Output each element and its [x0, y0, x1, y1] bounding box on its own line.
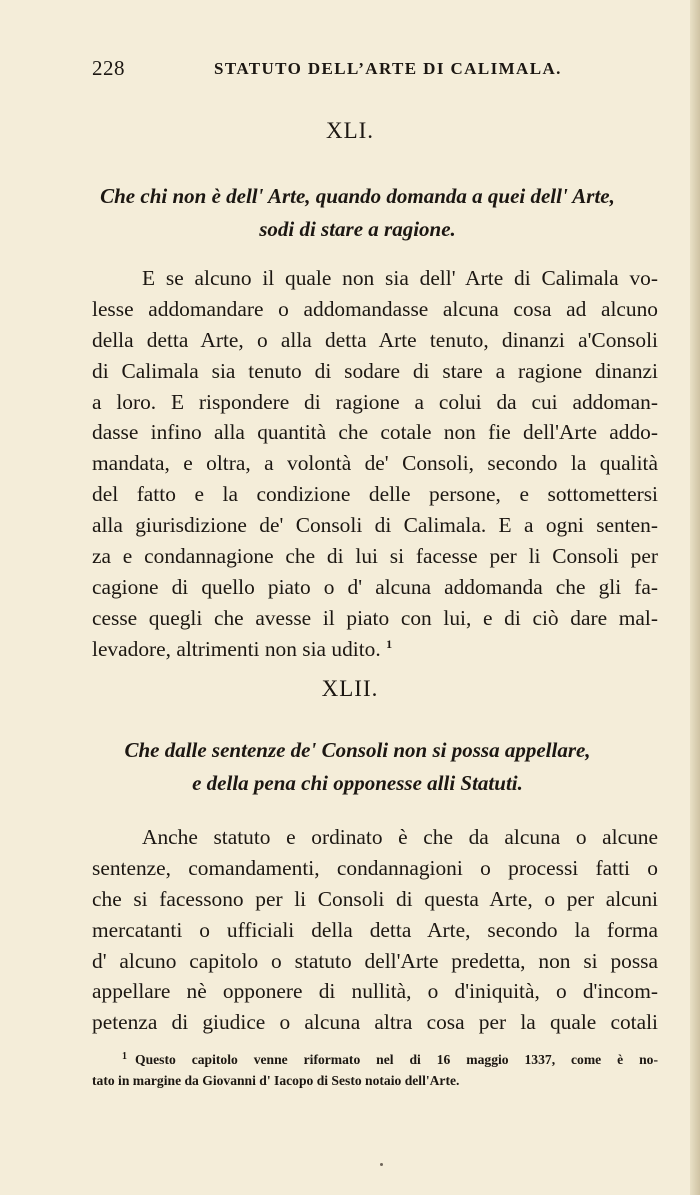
chapter-text-xli [92, 263, 658, 665]
text-line: che si facessono per li Consoli di questa Arte, o per alcuni [92, 886, 658, 911]
rubric-line: e della pena chi opponesse alli Statuti. [192, 771, 523, 795]
chapter-rubric-xlii [60, 734, 655, 800]
footnote-line [92, 1046, 658, 1070]
rubric-line: Che dalle sentenze de' Consoli non si possa appellare, [124, 738, 591, 762]
text-line: cagione di quello piato o d' alcuna addomanda che gli fa- [92, 574, 658, 599]
text-line: della detta Arte, o alla detta Arte tenuto, dinanzi a'Consoli [92, 327, 658, 352]
text-line: del fatto e la condizione delle persone, e sottomettersi [92, 482, 658, 507]
text-line: levadore, altrimenti non sia udito. [92, 636, 381, 661]
text-line: petenza di giudice o alcuna altra cosa per la quale cotali [92, 1010, 658, 1035]
text-line: a loro. E rispondere di ragione a colui da cui addoman- [92, 389, 658, 414]
running-header [92, 56, 562, 86]
text-line: lesse addomandare o addomandasse alcuna cosa ad alcuno [92, 296, 658, 321]
page-edge-shadow [690, 0, 700, 1195]
chapter-number-xli: XLI. [325, 118, 375, 143]
footnote [92, 1046, 658, 1091]
rubric-line: Che chi non è dell' Arte, quando domanda a quei dell' Arte, [100, 184, 615, 208]
rubric-line: sodi di stare a ragione. [259, 217, 456, 241]
text-line: sentenze, comandamenti, condannagioni o processi fatti o [92, 855, 658, 880]
text-line: mercatanti o ufficiali della detta Arte, secondo la forma [92, 917, 658, 942]
footnote-text: Questo capitolo venne riformato nel di 16 maggio 1337, come è no- [135, 1052, 658, 1067]
text-line-last [92, 634, 658, 665]
text-line: cesse quegli che avesse il piato con lui, e di ciò dare mal- [92, 605, 658, 630]
chapter-text-xlii [92, 822, 658, 1038]
chapter-number-xlii: XLII. [321, 676, 379, 701]
text-line: za e condannagione che di lui si facesse per li Consoli per [92, 544, 658, 569]
footnote-mark: 1 [122, 1051, 127, 1062]
text-line: appellare nè opponere di nullità, o d'iniquità, o d'incom- [92, 979, 658, 1004]
footnote-line: tato in margine da Giovanni d' Iacopo di Sesto notaio dell'Arte. [92, 1073, 460, 1088]
running-title: STATUTO DELL’ARTE DI CALIMALA. [214, 59, 562, 78]
paper-speck [380, 1163, 383, 1166]
text-line: Anche statuto e ordinato è che da alcuna o alcune [142, 825, 658, 849]
text-line: mandata, e oltra, a volontà de' Consoli, secondo la qualità [92, 451, 658, 476]
text-line: d' alcuno capitolo o statuto dell'Arte predetta, non si possa [92, 948, 658, 973]
chapter-rubric-xli [60, 180, 655, 246]
footnote-reference[interactable]: 1 [386, 636, 393, 651]
text-line: dasse infino alla quantità che cotale non fie dell'Arte addo- [92, 420, 658, 445]
text-line: E se alcuno il quale non sia dell' Arte di Calimala vo- [142, 266, 658, 290]
text-line: di Calimala sia tenuto di sodare di stare a ragione dinanzi [92, 358, 658, 383]
text-line: alla giurisdizione de' Consoli di Calimala. E a ogni senten- [92, 513, 658, 538]
page-number: 228 [92, 56, 125, 80]
